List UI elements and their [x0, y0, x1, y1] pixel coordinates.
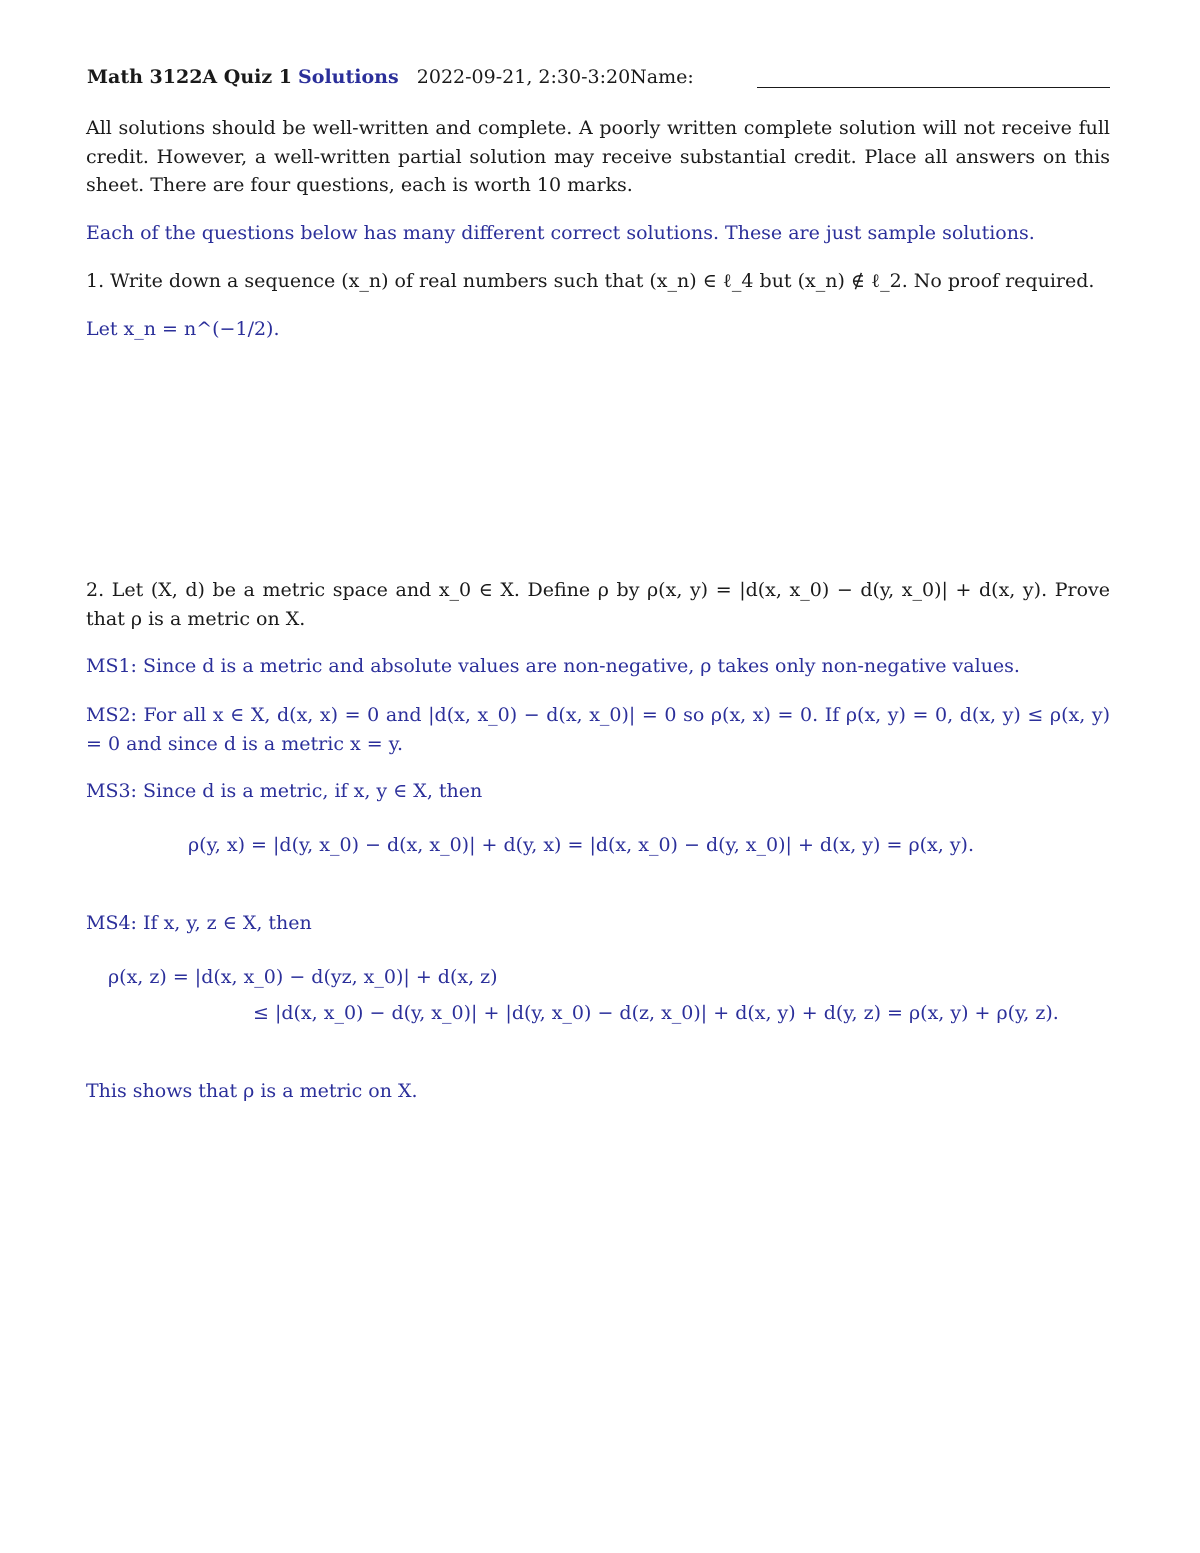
ms2: MS2: For all x ∈ X, d(x, x) = 0 and |d(x, x_0) − d(x, x_0)| = 0 so ρ(x, x) = 0. If ρ(x, y) = 0, d(x, y) ≤ ρ(x, y) = 0 and since d is a metric x = y. [86, 704, 1110, 755]
date-time: 2022-09-21, 2:30-3:20 [416, 66, 631, 88]
course-title: Math 3122A Quiz 1 [87, 66, 292, 88]
ms3-equation: ρ(y, x) = |d(y, x_0) − d(x, x_0)| + d(y, x) = |d(x, x_0) − d(y, x_0)| + d(x, y) = ρ(x, y). [188, 834, 975, 856]
ms3-intro: MS3: Since d is a metric, if x, y ∈ X, then [86, 780, 483, 802]
ms1: MS1: Since d is a metric and absolute values are non-negative, ρ takes only non-negative values. [86, 655, 1020, 677]
instructions: All solutions should be well-written and complete. A poorly written complete solution will not receive full credit. However, a well-written partial solution may receive substantial credit. Place all answers on this sheet. There are four questions, each is worth 10 marks. [86, 117, 1110, 196]
name-blank-line [757, 87, 1110, 88]
question-1: 1. Write down a sequence (x_n) of real numbers such that (x_n) ∈ ℓ_4 but (x_n) ∉ ℓ_2. No proof required. [86, 270, 1095, 292]
conclusion: This shows that ρ is a metric on X. [86, 1080, 418, 1102]
question-2: 2. Let (X, d) be a metric space and x_0 ∈ X. Define ρ by ρ(x, y) = |d(x, x_0) − d(y, x_0)| + d(x, y). Prove that ρ is a metric on X. [86, 579, 1110, 630]
ms4-equation-line-1: ρ(x, z) = |d(x, x_0) − d(yz, x_0)| + d(x, z) [108, 966, 498, 988]
answer-1: Let x_n = n^(−1/2). [86, 318, 280, 340]
quiz-header [87, 66, 694, 88]
solutions-label: Solutions [298, 66, 399, 88]
sample-solutions-note: Each of the questions below has many different correct solutions. These are just sample solutions. [86, 222, 1035, 244]
name-label: Name: [630, 66, 694, 88]
ms4-equation-line-2: ≤ |d(x, x_0) − d(y, x_0)| + |d(y, x_0) − d(z, x_0)| + d(x, y) + d(y, z) = ρ(x, y) + ρ(y, z). [253, 1002, 1059, 1024]
ms4-intro: MS4: If x, y, z ∈ X, then [86, 912, 312, 934]
